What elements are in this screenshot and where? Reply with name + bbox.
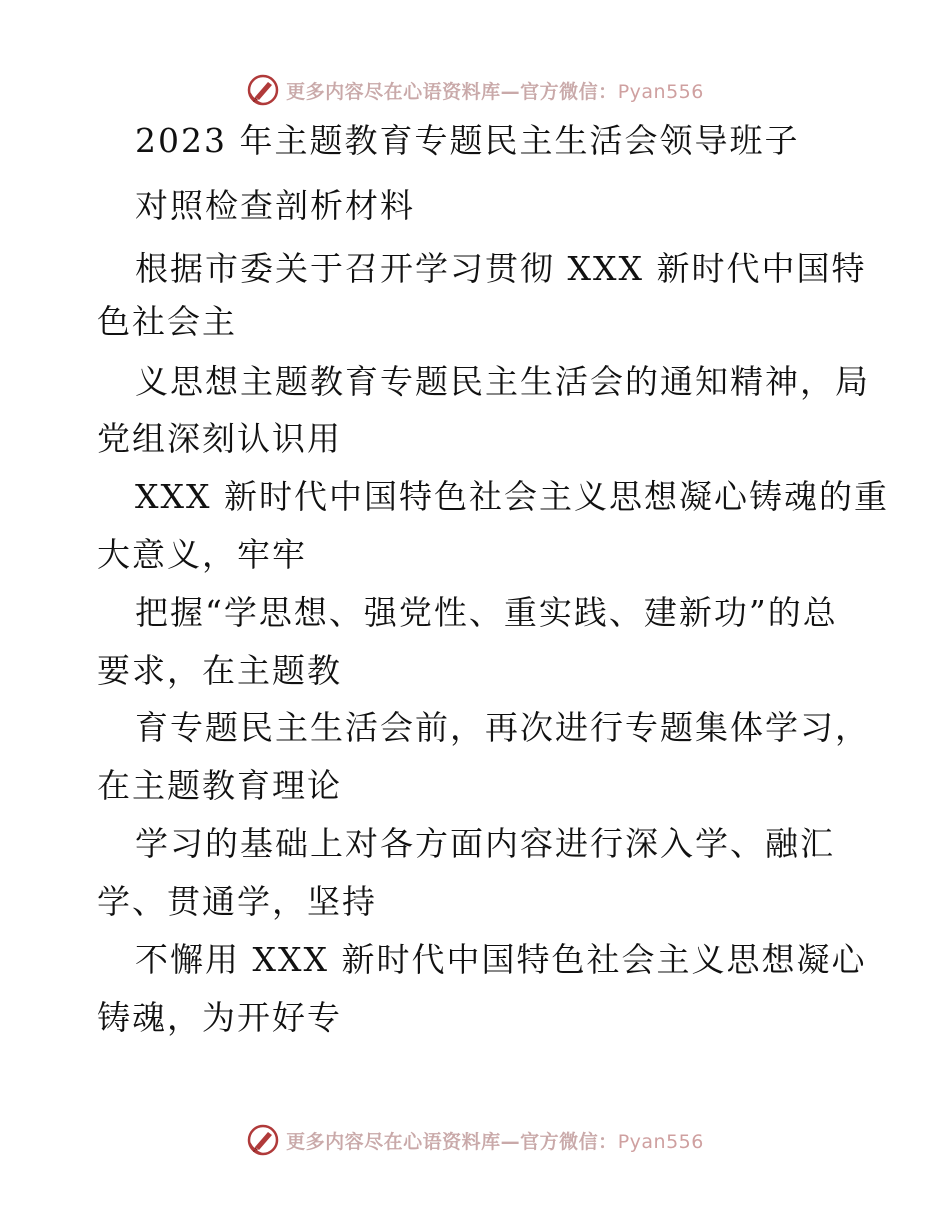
doc-paragraph-line: 义思想主题教育专题民主生活会的通知精神，局 xyxy=(135,362,870,401)
doc-title-line-1: 2023 年主题教育专题民主生活会领导班子 xyxy=(135,121,800,160)
watermark-separator: — xyxy=(500,1130,521,1153)
doc-paragraph-line: 在主题教育理论 xyxy=(97,766,342,805)
watermark-wechat-label: 官方微信： xyxy=(520,80,618,103)
doc-paragraph-line: 根据市委关于召开学习贯彻 XXX 新时代中国特 xyxy=(135,249,867,288)
watermark-wechat-id: Pyan556 xyxy=(617,80,704,103)
doc-paragraph-line: 党组深刻认识用 xyxy=(97,419,342,458)
watermark-banner-top xyxy=(0,70,950,110)
watermark-separator: — xyxy=(500,80,521,103)
doc-paragraph-line: 大意义，牢牢 xyxy=(97,535,307,574)
pen-in-circle-icon xyxy=(246,73,280,107)
doc-paragraph-line: 学习的基础上对各方面内容进行深入学、融汇 xyxy=(135,824,835,863)
doc-paragraph-line: 不懈用 XXX 新时代中国特色社会主义思想凝心 xyxy=(135,940,867,979)
doc-paragraph-line: 把握“学思想、强党性、重实践、建新功”的总 xyxy=(135,593,838,632)
doc-paragraph-line: 铸魂，为开好专 xyxy=(97,998,342,1037)
watermark-text xyxy=(286,1127,704,1154)
doc-paragraph-line: XXX 新时代中国特色社会主义思想凝心铸魂的重 xyxy=(135,477,889,516)
watermark-site: 更多内容尽在心语资料库 xyxy=(286,1130,501,1153)
doc-paragraph-line: 育专题民主生活会前，再次进行专题集体学习， xyxy=(135,708,870,747)
pen-in-circle-icon xyxy=(246,1123,280,1157)
doc-paragraph-line: 学、贯通学，坚持 xyxy=(97,882,377,921)
doc-title-line-2: 对照检查剖析材料 xyxy=(135,186,415,225)
doc-paragraph-line: 要求，在主题教 xyxy=(97,651,342,690)
watermark-site: 更多内容尽在心语资料库 xyxy=(286,80,501,103)
watermark-banner-bottom xyxy=(0,1120,950,1160)
watermark-wechat-label: 官方微信： xyxy=(520,1130,618,1153)
watermark-wechat-id: Pyan556 xyxy=(617,1130,704,1153)
doc-paragraph-line: 色社会主 xyxy=(97,302,237,341)
watermark-text xyxy=(286,77,704,104)
